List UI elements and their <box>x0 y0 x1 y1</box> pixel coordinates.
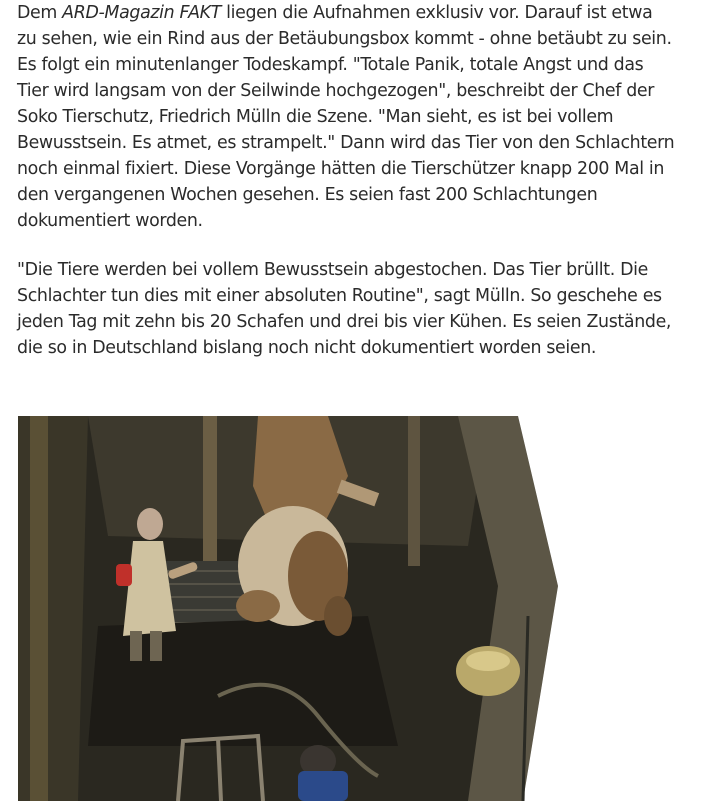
article-paragraph-1 <box>17 0 674 234</box>
slaughterhouse-photo-icon <box>18 416 706 801</box>
paragraph-line: Soko Tierschutz, Friedrich Mülln die Szene. "Man sieht, es ist bei vollem <box>17 107 614 127</box>
slaughterhouse-photo <box>18 416 706 801</box>
article-paragraph-2 <box>17 257 671 361</box>
paragraph-line: noch einmal fixiert. Diese Vorgänge hätten die Tierschützer knapp 200 Mal in <box>17 159 665 179</box>
paragraph-line: die so in Deutschland bislang noch nicht dokumentiert worden seien. <box>17 338 597 358</box>
paragraph-line: Es folgt ein minutenlanger Todeskampf. "Totale Panik, totale Angst und das <box>17 55 644 75</box>
text-segment: liegen die Aufnahmen exklusiv vor. Darauf ist etwa <box>221 3 653 23</box>
paragraph-line: Schlachter tun dies mit einer absoluten Routine", sagt Mülln. So geschehe es <box>17 286 662 306</box>
text-segment: Dem <box>17 3 63 23</box>
magazine-name: ARD-Magazin FAKT <box>62 3 221 23</box>
paragraph-line: den vergangenen Wochen gesehen. Es seien fast 200 Schlachtungen <box>17 185 598 205</box>
paragraph-line <box>17 0 674 26</box>
paragraph-line: zu sehen, wie ein Rind aus der Betäubungsbox kommt - ohne betäubt zu sein. <box>17 29 672 49</box>
paragraph-line: Tier wird langsam von der Seilwinde hochgezogen", beschreibt der Chef der <box>17 81 655 101</box>
paragraph-line: "Die Tiere werden bei vollem Bewusstsein abgestochen. Das Tier brüllt. Die <box>17 260 648 280</box>
paragraph-line: Bewusstsein. Es atmet, es strampelt." Dann wird das Tier von den Schlachtern <box>17 133 675 153</box>
paragraph-line: dokumentiert worden. <box>17 211 203 231</box>
paragraph-line: jeden Tag mit zehn bis 20 Schafen und drei bis vier Kühen. Es seien Zustände, <box>17 312 672 332</box>
